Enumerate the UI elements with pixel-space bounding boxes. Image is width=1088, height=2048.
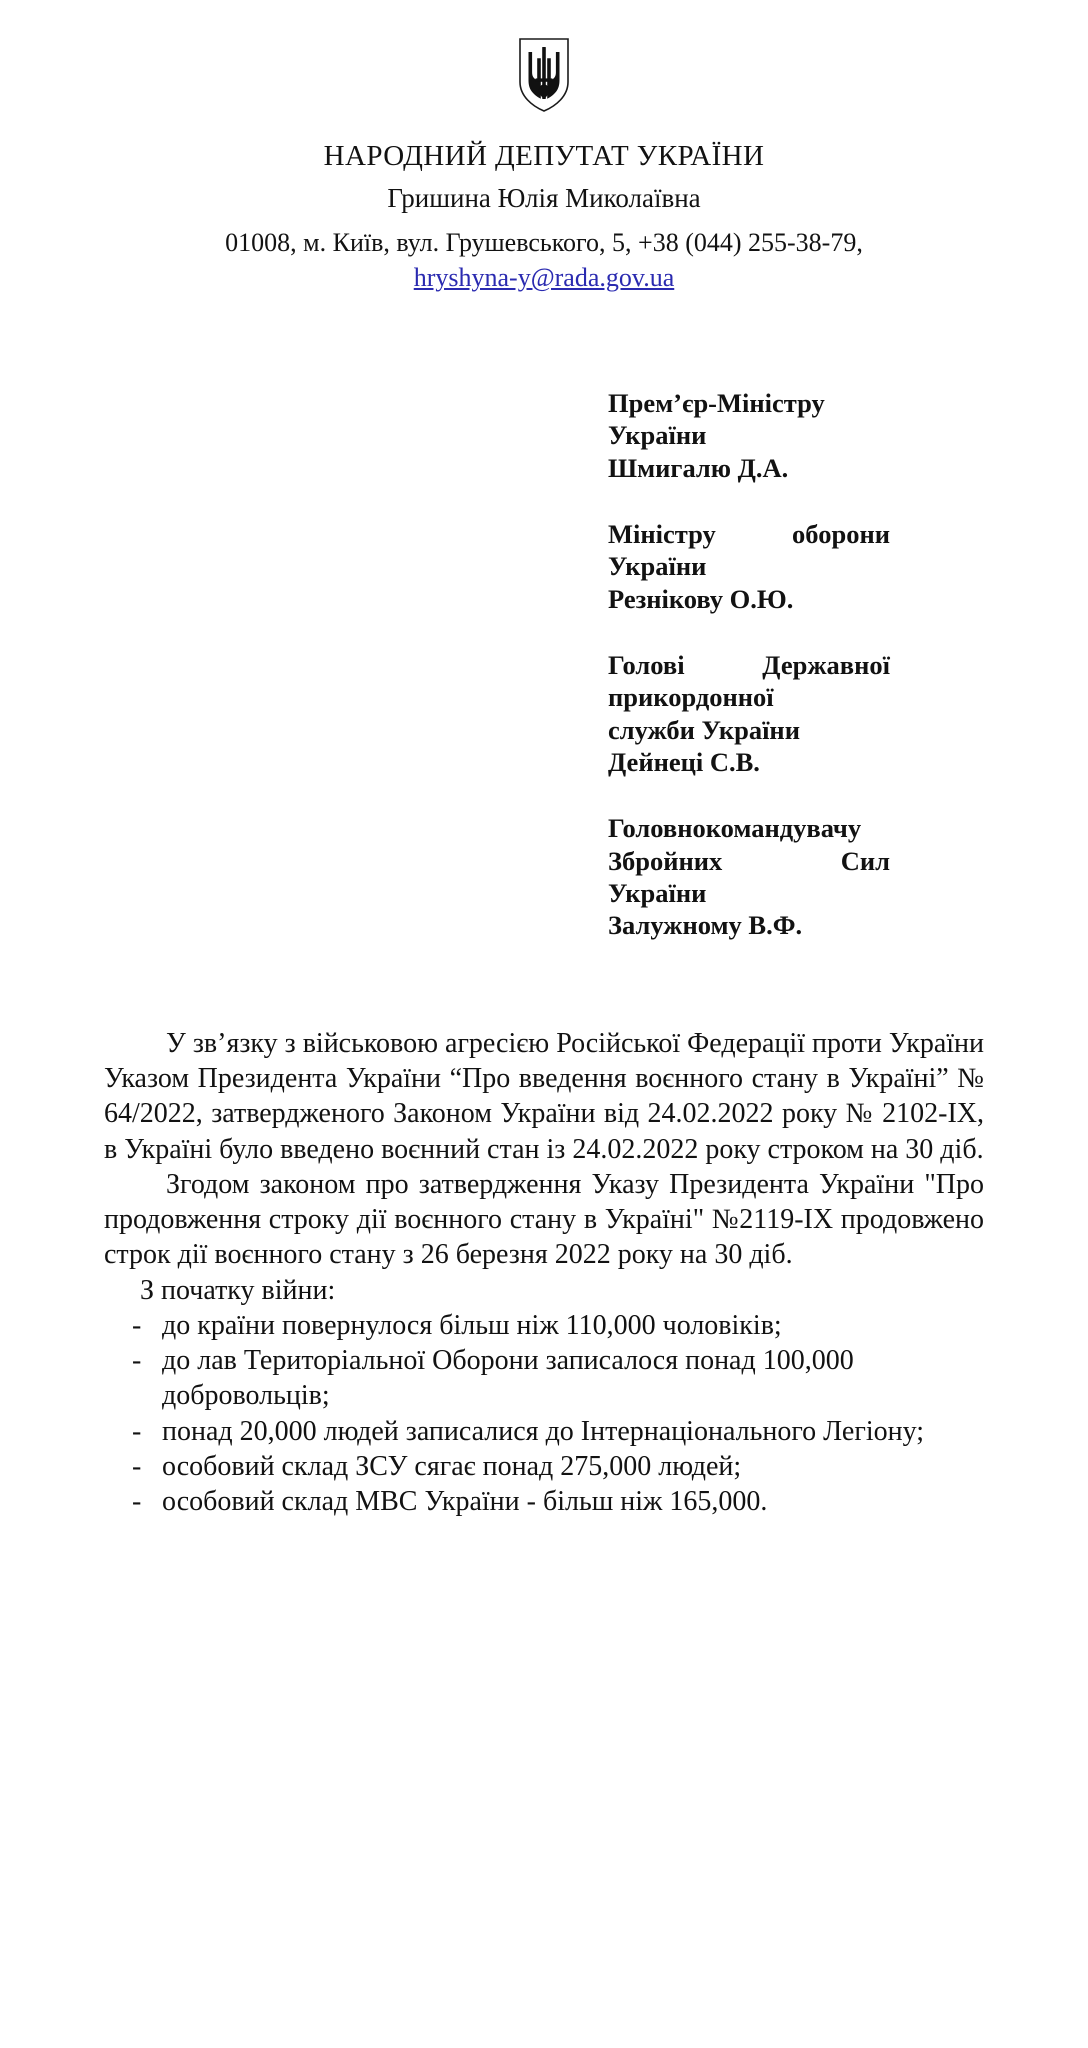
list-item-text: до лав Територіальної Оборони записалося понад 100,000 добровольців; bbox=[162, 1345, 854, 1412]
list-bullet-dash: - bbox=[132, 1309, 142, 1341]
list-item-text: до країни повернулося більш ніж 110,000 чоловіків; bbox=[162, 1309, 782, 1341]
addressee-line: Міністру оборони bbox=[608, 519, 890, 550]
list-item-text: понад 20,000 людей записалися до Інтернаціонального Легіону; bbox=[162, 1415, 925, 1447]
list-item bbox=[104, 1308, 984, 1343]
list-bullet-dash: - bbox=[132, 1450, 142, 1482]
list-item bbox=[104, 1343, 984, 1414]
emblem-container bbox=[104, 0, 984, 117]
addressee-line: Збройних Сил bbox=[608, 845, 890, 876]
list-item bbox=[104, 1449, 984, 1484]
list-item bbox=[104, 1484, 984, 1519]
list-item-text: особовий склад ЗСУ сягає понад 275,000 людей; bbox=[162, 1450, 742, 1482]
addressee-3 bbox=[608, 649, 890, 778]
addressee-line: Головнокомандувачу bbox=[608, 813, 862, 844]
list-bullet-dash: - bbox=[132, 1486, 142, 1518]
list-item bbox=[104, 1414, 984, 1449]
statistics-list bbox=[104, 1308, 984, 1520]
addressee-4 bbox=[608, 812, 890, 941]
addressee-line: Резнікову О.Ю. bbox=[608, 583, 794, 614]
letterhead-deputy-name: Гришина Юлія Миколаївна bbox=[387, 182, 701, 213]
addressee-line: Прем’єр-Міністру bbox=[608, 388, 825, 419]
addressee-line: Залужному В.Ф. bbox=[608, 910, 803, 941]
ukraine-trident-coat-of-arms-icon bbox=[518, 38, 570, 112]
addressee-line: Дейнеці С.В. bbox=[608, 747, 760, 778]
addressee-1 bbox=[608, 387, 890, 484]
list-item-text: особовий склад МВС України - більш ніж 165,000. bbox=[162, 1486, 768, 1518]
letterhead bbox=[104, 139, 984, 295]
addressee-line: служби України bbox=[608, 714, 800, 745]
letterhead-email bbox=[104, 261, 984, 295]
document-body bbox=[104, 1026, 984, 1520]
email-link[interactable]: hryshyna-y@rada.gov.ua bbox=[413, 263, 675, 293]
list-bullet-dash: - bbox=[132, 1345, 142, 1377]
list-bullet-dash: - bbox=[132, 1415, 142, 1447]
addressee-line: України bbox=[608, 551, 707, 582]
letterhead-title: НАРОДНИЙ ДЕПУТАТ УКРАЇНИ bbox=[323, 140, 765, 172]
paragraph-1: У зв’язку з військовою агресією Російської Федерації проти України Указом Президента України “Про введення воєнного стану в Україні” № 64/2022, затвердженого Законом України від 24.02.2022 року № 2102-IX, в Україні було введено воєнний стан із 24.02.2022 року строком на 30 діб. bbox=[104, 1027, 984, 1165]
addressee-line: прикордонної bbox=[608, 682, 774, 713]
addressee-line: Шмигалю Д.А. bbox=[608, 452, 789, 483]
paragraph-2: Згодом законом про затвердження Указу Президента України "Про продовження строку дії воєнного стану в Україні" №2119-IX продовжено строк дії воєнного стану з 26 березня 2022 року на 30 діб. bbox=[104, 1168, 984, 1271]
addressee-line: Голові Державної bbox=[608, 650, 890, 681]
letterhead-address: 01008, м. Київ, вул. Грушевського, 5, +38 (044) 255-38-79, bbox=[225, 227, 863, 257]
addressee-2 bbox=[608, 518, 890, 615]
addressee-line: України bbox=[608, 420, 707, 451]
list-intro: З початку війни: bbox=[140, 1274, 336, 1306]
addressee-block bbox=[608, 387, 890, 942]
addressee-line: України bbox=[608, 878, 707, 909]
